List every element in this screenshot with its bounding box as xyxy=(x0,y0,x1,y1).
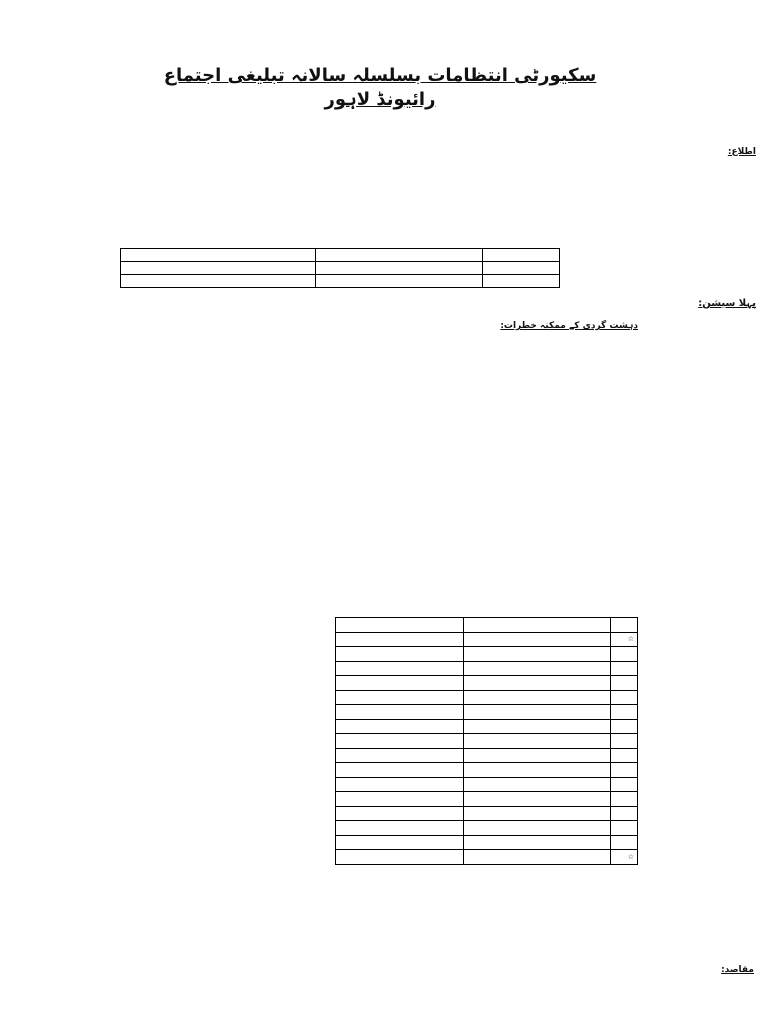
event-mark xyxy=(611,690,638,705)
event-mark xyxy=(611,806,638,821)
contact-table-row xyxy=(121,262,560,275)
event-mark xyxy=(611,821,638,836)
first-phase-label: پہلا سیشن: xyxy=(698,298,756,309)
table-row xyxy=(336,632,638,647)
objectives-heading: مقاصد: xyxy=(721,965,754,975)
contact-header-serial xyxy=(483,249,560,262)
event-name xyxy=(464,763,611,778)
event-name xyxy=(464,719,611,734)
table-row xyxy=(336,734,638,749)
event-value xyxy=(336,661,464,676)
event-name xyxy=(464,647,611,662)
table-row xyxy=(336,690,638,705)
table-row xyxy=(336,661,638,676)
threats-heading: دہشت گردی کے ممکنہ خطرات: xyxy=(500,321,638,331)
contact-header-phone xyxy=(121,249,316,262)
event-name xyxy=(464,690,611,705)
event-value xyxy=(336,647,464,662)
intro-paragraph xyxy=(14,144,756,160)
star-icon: ☆ xyxy=(611,632,638,647)
event-value xyxy=(336,792,464,807)
star-icon: ☆ xyxy=(611,850,638,865)
contact-cell xyxy=(483,275,560,288)
event-value xyxy=(336,763,464,778)
table-row xyxy=(336,705,638,720)
contact-table-header xyxy=(121,249,560,262)
table-row xyxy=(336,719,638,734)
table-row xyxy=(336,792,638,807)
event-mark xyxy=(611,705,638,720)
event-value xyxy=(336,734,464,749)
event-name xyxy=(464,792,611,807)
event-value xyxy=(336,806,464,821)
table-row xyxy=(336,806,638,821)
events-header-serial xyxy=(611,618,638,633)
page-title: سکیورٹی انتظامات بسلسلہ سالانہ تبلیغی اجتماع رائیونڈ لاہور xyxy=(163,65,597,110)
first-phase-line xyxy=(20,296,756,312)
event-mark xyxy=(611,734,638,749)
event-mark xyxy=(611,748,638,763)
event-value xyxy=(336,821,464,836)
events-table-header xyxy=(336,618,638,633)
event-mark xyxy=(611,719,638,734)
event-name xyxy=(464,777,611,792)
event-value xyxy=(336,676,464,691)
table-row xyxy=(336,777,638,792)
events-header-name xyxy=(464,618,611,633)
event-value xyxy=(336,748,464,763)
event-mark xyxy=(611,835,638,850)
contact-header-name xyxy=(316,249,483,262)
event-value xyxy=(336,705,464,720)
event-value xyxy=(336,632,464,647)
table-row xyxy=(336,748,638,763)
event-name xyxy=(464,734,611,749)
contact-table xyxy=(120,248,560,288)
contact-cell xyxy=(316,262,483,275)
contact-cell xyxy=(121,262,316,275)
table-row xyxy=(336,850,638,865)
event-mark xyxy=(611,661,638,676)
event-value xyxy=(336,690,464,705)
events-table xyxy=(335,617,638,865)
event-name xyxy=(464,806,611,821)
event-name xyxy=(464,632,611,647)
event-mark xyxy=(611,792,638,807)
table-row xyxy=(336,821,638,836)
event-value xyxy=(336,719,464,734)
event-mark xyxy=(611,763,638,778)
intro-label: اطلاع: xyxy=(727,147,756,157)
table-row xyxy=(336,647,638,662)
table-row xyxy=(336,676,638,691)
contact-table-row xyxy=(121,275,560,288)
event-name xyxy=(464,676,611,691)
event-name xyxy=(464,835,611,850)
events-header-value xyxy=(336,618,464,633)
event-value xyxy=(336,835,464,850)
contact-cell xyxy=(316,275,483,288)
event-name xyxy=(464,705,611,720)
contact-cell xyxy=(483,262,560,275)
contact-cell xyxy=(121,275,316,288)
event-mark xyxy=(611,777,638,792)
event-name xyxy=(464,748,611,763)
event-name xyxy=(464,821,611,836)
event-mark xyxy=(611,676,638,691)
table-row xyxy=(336,835,638,850)
event-name xyxy=(464,661,611,676)
event-value xyxy=(336,777,464,792)
event-value xyxy=(336,850,464,865)
event-mark xyxy=(611,647,638,662)
table-row xyxy=(336,763,638,778)
event-name xyxy=(464,850,611,865)
